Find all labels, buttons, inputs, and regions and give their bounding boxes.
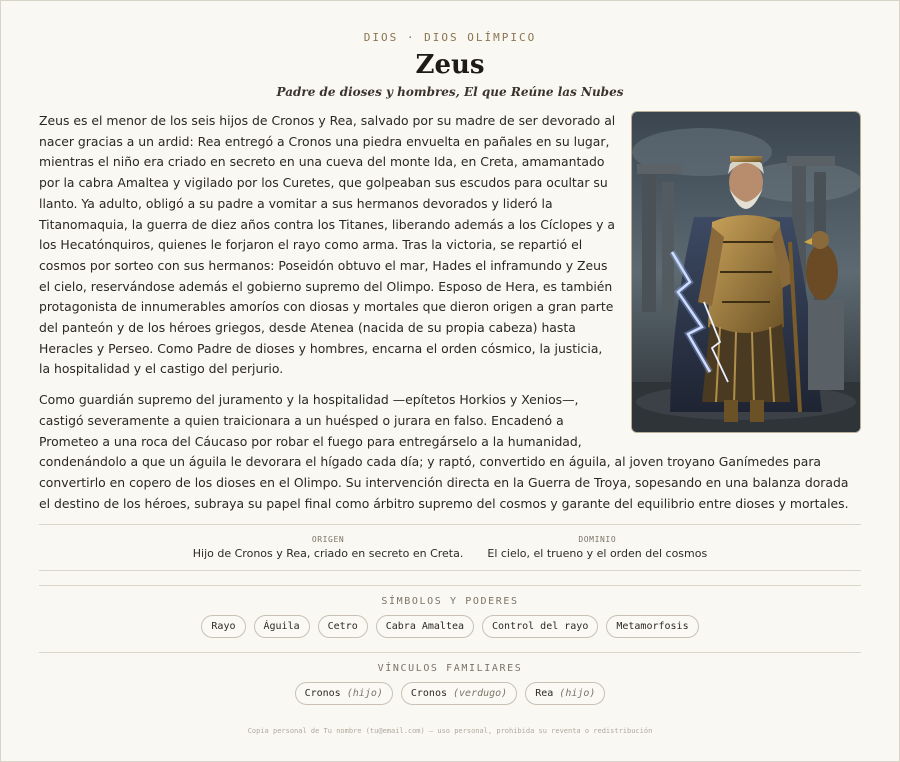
symbol-chip[interactable]: Cetro bbox=[318, 615, 368, 638]
article-body bbox=[39, 111, 861, 514]
fact-value: Hijo de Cronos y Rea, criado en secreto en Creta. bbox=[192, 547, 464, 561]
family-chip[interactable] bbox=[525, 682, 605, 705]
symbol-chip[interactable]: Águila bbox=[254, 615, 310, 638]
family-chip[interactable] bbox=[401, 682, 517, 705]
category-kicker: DIOS · DIOS OLÍMPICO bbox=[363, 31, 537, 44]
header bbox=[1, 1, 899, 99]
section-title: VÍNCULOS FAMILIARES bbox=[377, 663, 523, 675]
family-name: Rea bbox=[535, 688, 554, 700]
symbol-chip[interactable]: Rayo bbox=[201, 615, 245, 638]
symbols-section bbox=[1, 586, 899, 638]
fact-value: El cielo, el trueno y el orden del cosmos bbox=[487, 547, 708, 561]
fact-domain bbox=[487, 535, 707, 560]
family-relation: (verdugo) bbox=[453, 688, 508, 700]
symbol-chip[interactable]: Control del rayo bbox=[482, 615, 598, 638]
symbols-chips bbox=[1, 615, 899, 638]
copyright-footer: Copia personal de Tu nombre (tu@email.com) — uso personal, prohibida su reventa o redistribución bbox=[247, 727, 653, 735]
page-title: Zeus bbox=[415, 50, 485, 80]
zeus-portrait-illustration bbox=[632, 112, 860, 432]
fact-origin bbox=[193, 535, 464, 560]
paragraph-2: Como guardián supremo del juramento y la hospitalidad —epítetos Horkios y Xenios—, castigó severamente a quien traicionara a un huésped o jurara en falso. Encadenó a Prometeo a una roca del Cáucaso por robar el fuego para entregárselo a la humanidad, condenándolo a que un águila le devorara el hígado cada día; y raptó, convertido en águila, al joven troyano Ganímedes para convertirlo en copero de los dioses en el Olimpo. Su intervención directa en la Guerra de Troya, sopesando en una balanza dorada el destino de los héroes, subraya su papel final como árbitro supremo del cosmos y garante del equilibrio entre dioses y mortales. bbox=[39, 392, 849, 511]
family-chip[interactable] bbox=[295, 682, 393, 705]
family-name: Cronos bbox=[304, 688, 341, 700]
family-chips bbox=[1, 682, 899, 705]
zeus-portrait bbox=[631, 111, 861, 433]
family-relation: (hijo) bbox=[559, 688, 596, 700]
fact-label: ORIGEN bbox=[311, 535, 345, 545]
paragraph-1: Zeus es el menor de los seis hijos de Cronos y Rea, salvado por su madre de ser devorado al nacer gracias a un ardid: Rea entregó a Cronos una piedra envuelta en pañales en su lugar, mientras el niño era criado en secreto en una cueva del monte Ida, en Creta, amamantado por la cabra Amaltea y vigilado por los Curetes, que golpeaban sus escudos para ocultar su llanto. Ya adulto, obligó a su padre a vomitar a sus hermanos devorados y lideró la Titanomaquia, la guerra de diez años contra los Titanes, liberando además a los Cíclopes y a los Hecatónquiros, quienes le forjaron el rayo como arma. Tras la victoria, se repartió el cosmos por sorteo con sus hermanos: Poseidón obtuvo el mar, Hades el inframundo y Zeus el cielo, reservándose además el gobierno supremo del Olimpo. Esposo de Hera, es también protagonista de innumerables amoríos con diosas y mortales que dieron origen a gran parte del panteón y de los héroes griegos, desde Atenea (nacida de su propia cabeza) hasta Heracles y Perseo. Como Padre de dioses y hombres, encarna el orden cósmico, la justicia, la hospitalidad y el castigo del perjurio. bbox=[39, 113, 616, 377]
symbol-chip[interactable]: Cabra Amaltea bbox=[376, 615, 474, 638]
symbol-chip[interactable]: Metamorfosis bbox=[606, 615, 698, 638]
page-subtitle: Padre de dioses y hombres, El que Reúne las Nubes bbox=[276, 85, 624, 99]
family-relation: (hijo) bbox=[346, 688, 383, 700]
fact-label: DOMINIO bbox=[578, 535, 617, 545]
family-name: Cronos bbox=[410, 688, 447, 700]
section-title: SÍMBOLOS Y PODERES bbox=[381, 596, 519, 608]
family-section bbox=[1, 653, 899, 705]
facts-row bbox=[1, 525, 899, 570]
